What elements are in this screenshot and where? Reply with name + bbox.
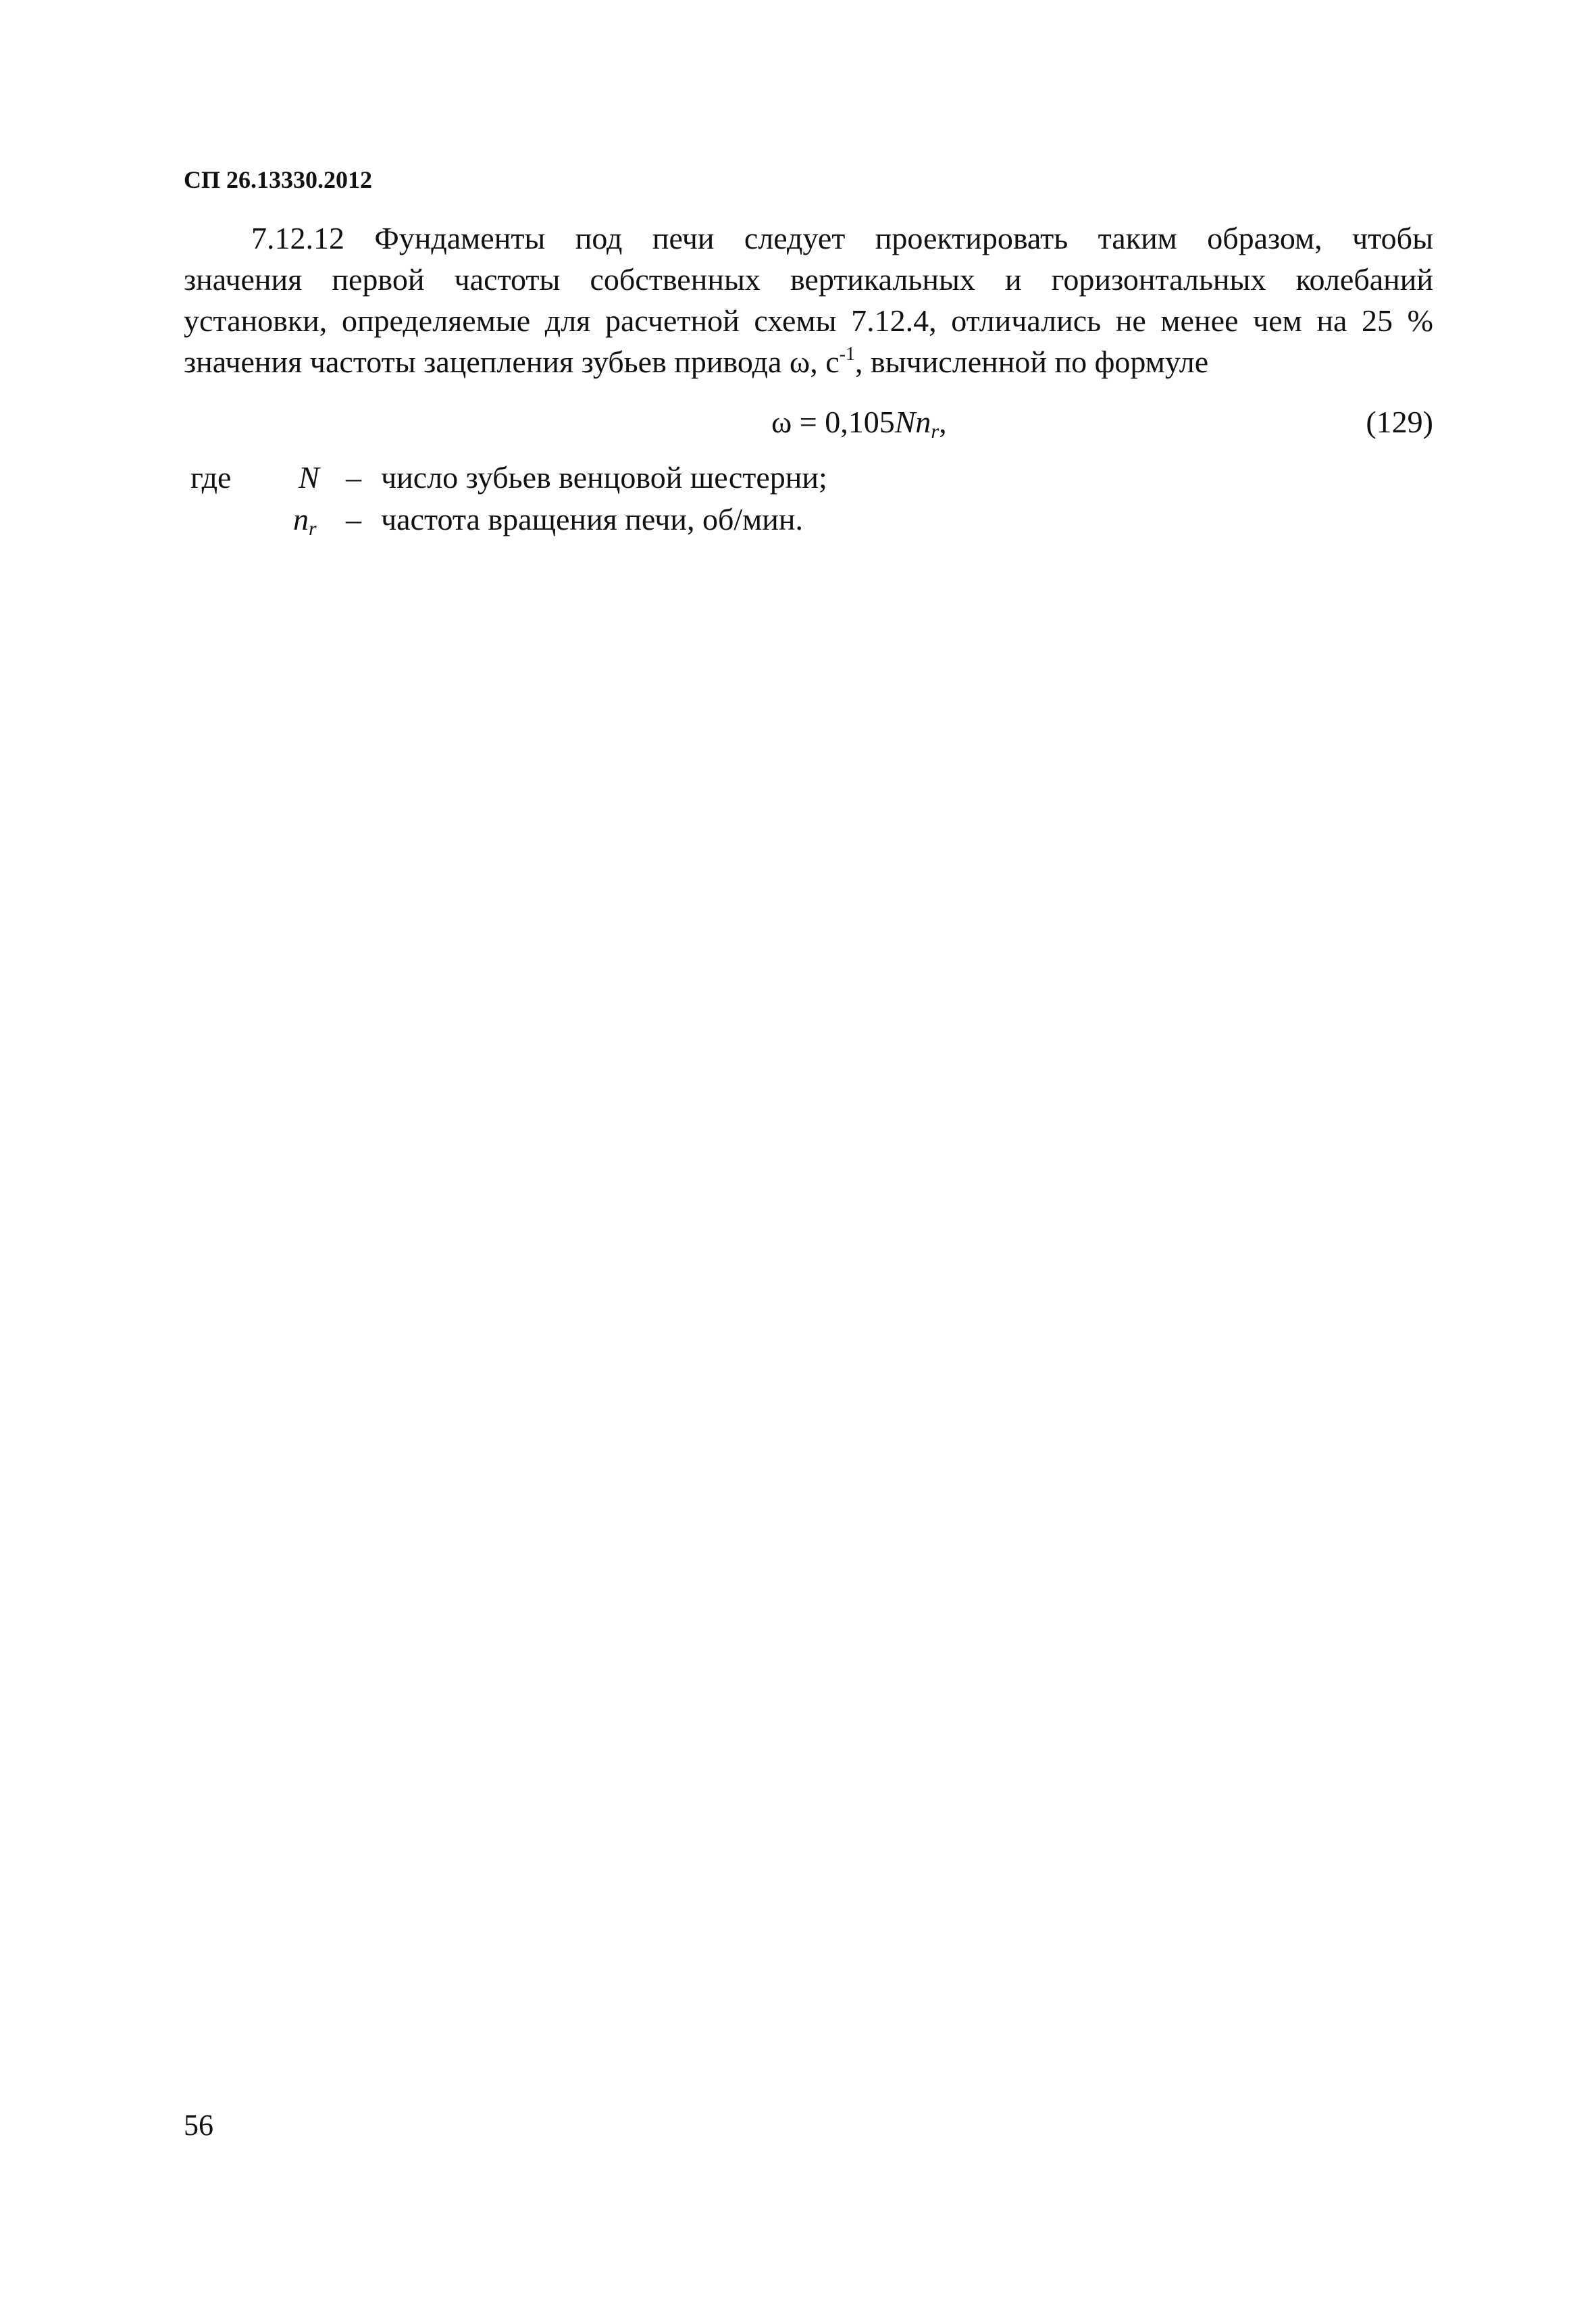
paragraph-line	[184, 341, 1433, 382]
formula-tail: ,	[939, 405, 947, 439]
where-label: где	[190, 460, 232, 495]
formula-var-n: n	[915, 405, 931, 439]
document-code: СП 26.13330.2012	[184, 166, 372, 193]
paragraph-text: значения частоты зацепления зубьев привода ω, с	[184, 345, 840, 379]
symbol-letter: n	[293, 502, 309, 536]
definition-symbol	[299, 457, 339, 499]
definition-text: частота вращения печи, об/мин.	[381, 502, 803, 536]
definition-dash: –	[346, 460, 361, 495]
paragraph-line: установки, определяемые для расчетной схемы 7.12.4, отличались не менее чем на 25 %	[184, 303, 1433, 338]
paragraph-line: 7.12.12 Фундаменты под печи следует проектировать таким образом, чтобы	[251, 221, 1433, 255]
definition-dash: –	[346, 502, 361, 536]
definition-text: число зубьев венцовой шестерни;	[381, 460, 827, 495]
formula-var-n-subscript: r	[931, 420, 939, 443]
formula	[771, 404, 947, 443]
definition-symbol	[293, 499, 334, 540]
unit-exponent: -1	[839, 344, 855, 365]
symbol-letter: N	[299, 460, 319, 495]
equation-number: (129)	[1366, 405, 1433, 439]
symbol-subscript: r	[309, 518, 317, 540]
formula-row	[184, 404, 1433, 445]
paragraph-text: , вычисленной по формуле	[854, 345, 1209, 379]
formula-var-N: N	[894, 405, 916, 439]
paragraph-line: значения первой частоты собственных вертикальных и горизонтальных колебаний	[184, 262, 1433, 297]
page-number: 56	[184, 2109, 213, 2142]
formula-lhs: ω = 0,105	[771, 405, 895, 439]
clause-paragraph	[184, 218, 1433, 382]
